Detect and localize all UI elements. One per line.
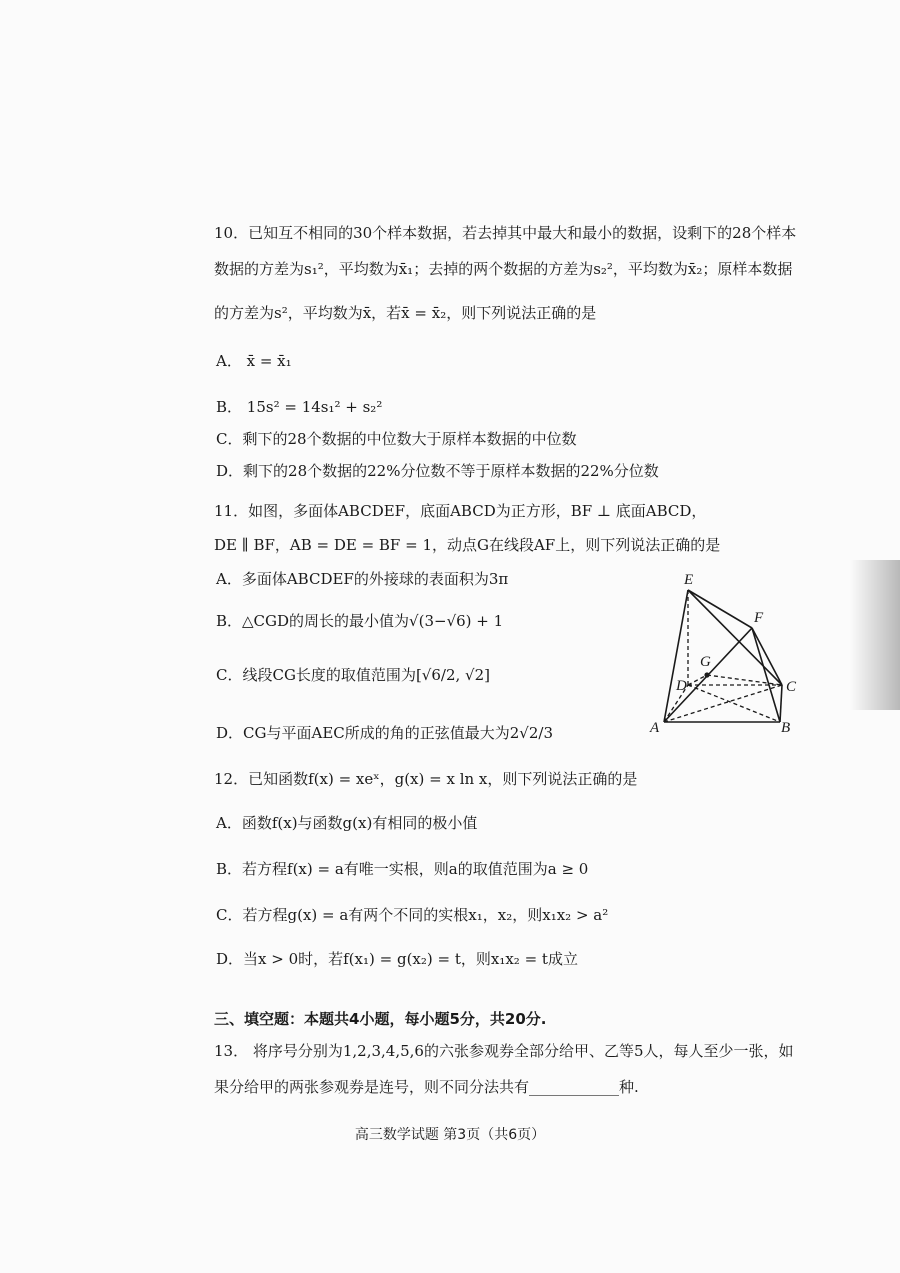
polyhedron-figure — [640, 560, 820, 740]
q11-option-b: B．△CGD的周长的最小值为√(3−√6) + 1 — [216, 612, 504, 630]
label-f: F — [754, 610, 764, 626]
q11-option-d: D．CG与平面AEC所成的角的正弦值最大为2√2/3 — [216, 724, 553, 742]
edge-fb — [752, 628, 780, 722]
q10-line-2: 数据的方差为s₁²，平均数为x̄₁；去掉的两个数据的方差为s₂²，平均数为x̄₂；原样本数据 — [214, 260, 793, 278]
q11-option-a: A．多面体ABCDEF的外接球的表面积为3π — [216, 570, 509, 588]
q11-line-1: 11．如图，多面体ABCDEF，底面ABCD为正方形，BF ⊥ 底面ABCD， — [214, 502, 707, 520]
q10-option-c: C．剩下的28个数据的中位数大于原样本数据的中位数 — [216, 430, 577, 448]
q10-option-a: A． x̄ = x̄₁ — [216, 352, 292, 370]
q10-option-b: B． 15s² = 14s₁² + s₂² — [216, 398, 383, 416]
q11-option-c: C．线段CG长度的取值范围为[√6/2, √2] — [216, 666, 490, 684]
edge-ec — [688, 590, 782, 685]
label-c: C — [786, 679, 797, 695]
q12-option-c: C．若方程g(x) = a有两个不同的实根x₁，x₂，则x₁x₂ > a² — [216, 906, 609, 924]
label-b: B — [781, 720, 791, 736]
edge-ea — [664, 590, 688, 722]
q11-line-2: DE ∥ BF，AB = DE = BF = 1，动点G在线段AF上，则下列说法正确的是 — [214, 536, 721, 554]
q12-option-b: B．若方程f(x) = a有唯一实根，则a的取值范围为a ≥ 0 — [216, 860, 589, 878]
q13-line-1: 13． 将序号分别为1,2,3,4,5,6的六张参观券全部分给甲、乙等5人，每人至少一张，如 — [214, 1042, 794, 1060]
q12-line-1: 12．已知函数f(x) = xeˣ，g(x) = x ln x，则下列说法正确的是 — [214, 770, 638, 788]
label-e: E — [684, 572, 694, 588]
q10-line-1: 10．已知互不相同的30个样本数据，若去掉其中最大和最小的数据，设剩下的28个样本 — [214, 224, 797, 242]
label-d: D — [676, 678, 687, 694]
page-footer: 高三数学试题 第3页（共6页） — [354, 1127, 546, 1143]
q12-option-a: A．函数f(x)与函数g(x)有相同的极小值 — [216, 814, 478, 832]
q13-line-2: 果分给甲的两张参观券是连号，则不同分法共有____________种. — [214, 1078, 639, 1096]
section-3-heading: 三、填空题：本题共4小题，每小题5分，共20分. — [214, 1010, 547, 1028]
edge-gc — [707, 675, 782, 685]
edge-bc — [780, 685, 782, 722]
label-a: A — [650, 720, 660, 736]
label-g: G — [700, 654, 711, 670]
scan-shadow — [850, 560, 900, 710]
q12-option-d: D．当x > 0时，若f(x₁) = g(x₂) = t，则x₁x₂ = t成立 — [216, 950, 578, 968]
q10-line-3: 的方差为s²，平均数为x̄，若x̄ = x̄₂，则下列说法正确的是 — [214, 304, 597, 322]
q10-option-d: D．剩下的28个数据的22%分位数不等于原样本数据的22%分位数 — [216, 462, 659, 480]
point-g — [704, 672, 709, 677]
